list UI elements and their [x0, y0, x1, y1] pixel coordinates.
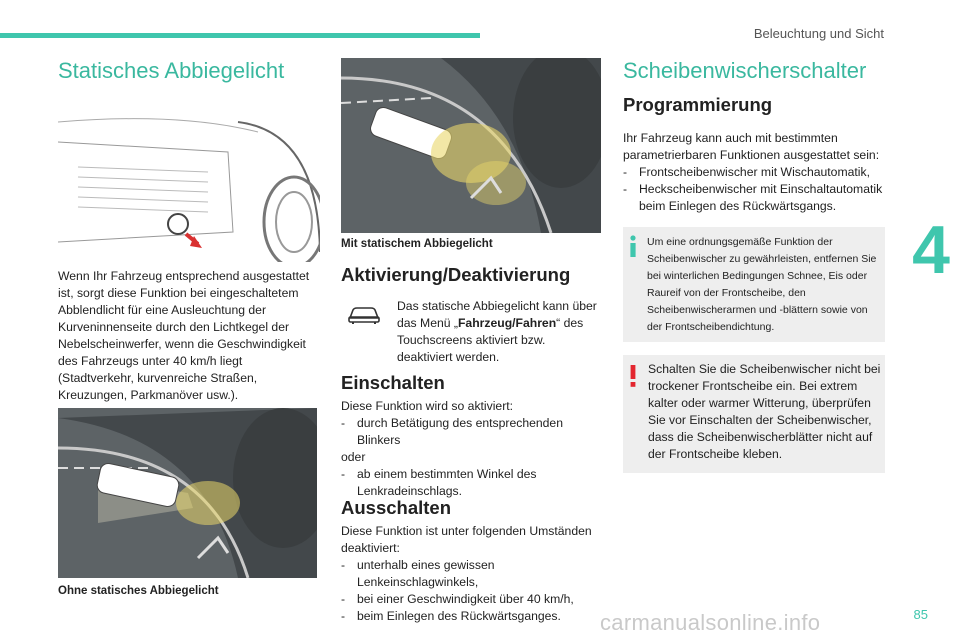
- activation-text-before: Das statische Abbiegelicht kann über das Menü „: [397, 299, 597, 330]
- switch-off-list: [341, 557, 603, 625]
- switch-on-or: oder: [341, 450, 366, 464]
- footer-watermark: carmanualsonline.info: [600, 610, 821, 635]
- warning-box: [623, 355, 885, 473]
- section-title-cornering-light: Statisches Abbiegelicht: [58, 58, 285, 83]
- activation-text-after: “ des Touchscreens aktiviert bzw. deaktiviert werden.: [397, 316, 584, 364]
- switch-off-intro: Diese Funktion ist unter folgenden Umständen deaktiviert:: [341, 524, 592, 555]
- page-number: 85: [913, 607, 928, 622]
- caption-without-cornering-light: Ohne statisches Abbiegelicht: [58, 585, 219, 597]
- illustration-without-cornering-light: [58, 408, 317, 578]
- activation-description: [397, 298, 603, 366]
- switch-off-heading: Ausschalten: [341, 497, 452, 518]
- switch-on-list: [341, 415, 603, 449]
- activation-heading: Aktivierung/Deaktivierung: [341, 264, 571, 285]
- programming-intro: Ihr Fahrzeug kann auch mit bestimmten parametrierbaren Funktionen ausgestattet sein:: [623, 131, 880, 162]
- switch-off-section: [341, 497, 603, 625]
- front-bumper-illustration: [58, 112, 320, 262]
- switch-on-intro: Diese Funktion wird so aktiviert:: [341, 399, 514, 413]
- car-settings-icon: [347, 304, 381, 326]
- header-accent-bar: [0, 33, 480, 38]
- programming-heading: Programmierung: [623, 94, 773, 115]
- list-item: - Frontscheibenwischer mit Wischautomatik,: [623, 164, 885, 181]
- caption-with-cornering-light: Mit statischem Abbiegelicht: [341, 238, 493, 250]
- activation-text-block: [397, 298, 603, 366]
- switch-on-list-2: [341, 466, 603, 500]
- warning-text: Schalten Sie die Scheibenwischer nicht bei trockener Frontscheibe ein. Bei extrem kalter oder warmer Witterung, überprüfen Sie vor Einschalten der Scheibenwischer, dass die Scheibenwischerblätter nicht auf der Frontscheibe kleben.: [648, 362, 881, 461]
- info-icon: [627, 235, 639, 257]
- menu-path-vehicle-driving: Fahrzeug/Fahren: [457, 316, 557, 330]
- left-column: [58, 58, 320, 84]
- left-text-block: [58, 268, 316, 404]
- illustration-with-cornering-light: [341, 58, 601, 233]
- list-item: - bei einer Geschwindigkeit über 40 km/h,: [341, 591, 603, 608]
- right-column: [623, 58, 885, 215]
- list-item: - ab einem bestimmten Winkel des Lenkradeinschlags.: [341, 466, 603, 500]
- warning-icon: [627, 365, 639, 387]
- activation-section: [341, 264, 603, 286]
- programming-list: [623, 164, 885, 215]
- switch-on-section: [341, 372, 603, 500]
- cornering-light-description: Wenn Ihr Fahrzeug entsprechend ausgestattet ist, sorgt diese Funktion bei eingeschaltetem Abblendlicht für eine Ausleuchtung der Kurveninnenseite durch den Lichtkegel der Nebelscheinwerfer, wenn die Geschwindigkeit des Fahrzeugs unter 40 km/h liegt (Stadtverkehr, kurvenreiche Straßen, Kreuzungen, Parkmanöver usw.).: [58, 269, 310, 402]
- section-title-wiper-switch: Scheibenwischerschalter: [623, 58, 867, 83]
- section-header-title: Beleuchtung und Sicht: [753, 26, 884, 41]
- info-text: Um eine ordnungsgemäße Funktion der Scheibenwischer zu gewährleisten, entfernen Sie bei winterlichen Bedingungen Schnee, Eis oder Raureif von der Frontscheibe, den Scheibenwischerarmen und -blättern sowie von der Frontscheibendichtung.: [647, 236, 877, 333]
- switch-on-heading: Einschalten: [341, 372, 445, 393]
- chapter-number: 4: [912, 212, 950, 288]
- list-item: - unterhalb eines gewissen Lenkeinschlagwinkels,: [341, 557, 603, 591]
- list-item: - durch Betätigung des entsprechenden Blinkers: [341, 415, 603, 449]
- list-item: - beim Einlegen des Rückwärtsganges.: [341, 608, 603, 625]
- info-box: [623, 227, 885, 342]
- list-item: - Heckscheibenwischer mit Einschaltautomatik beim Einlegen des Rückwärtsgangs.: [623, 181, 885, 215]
